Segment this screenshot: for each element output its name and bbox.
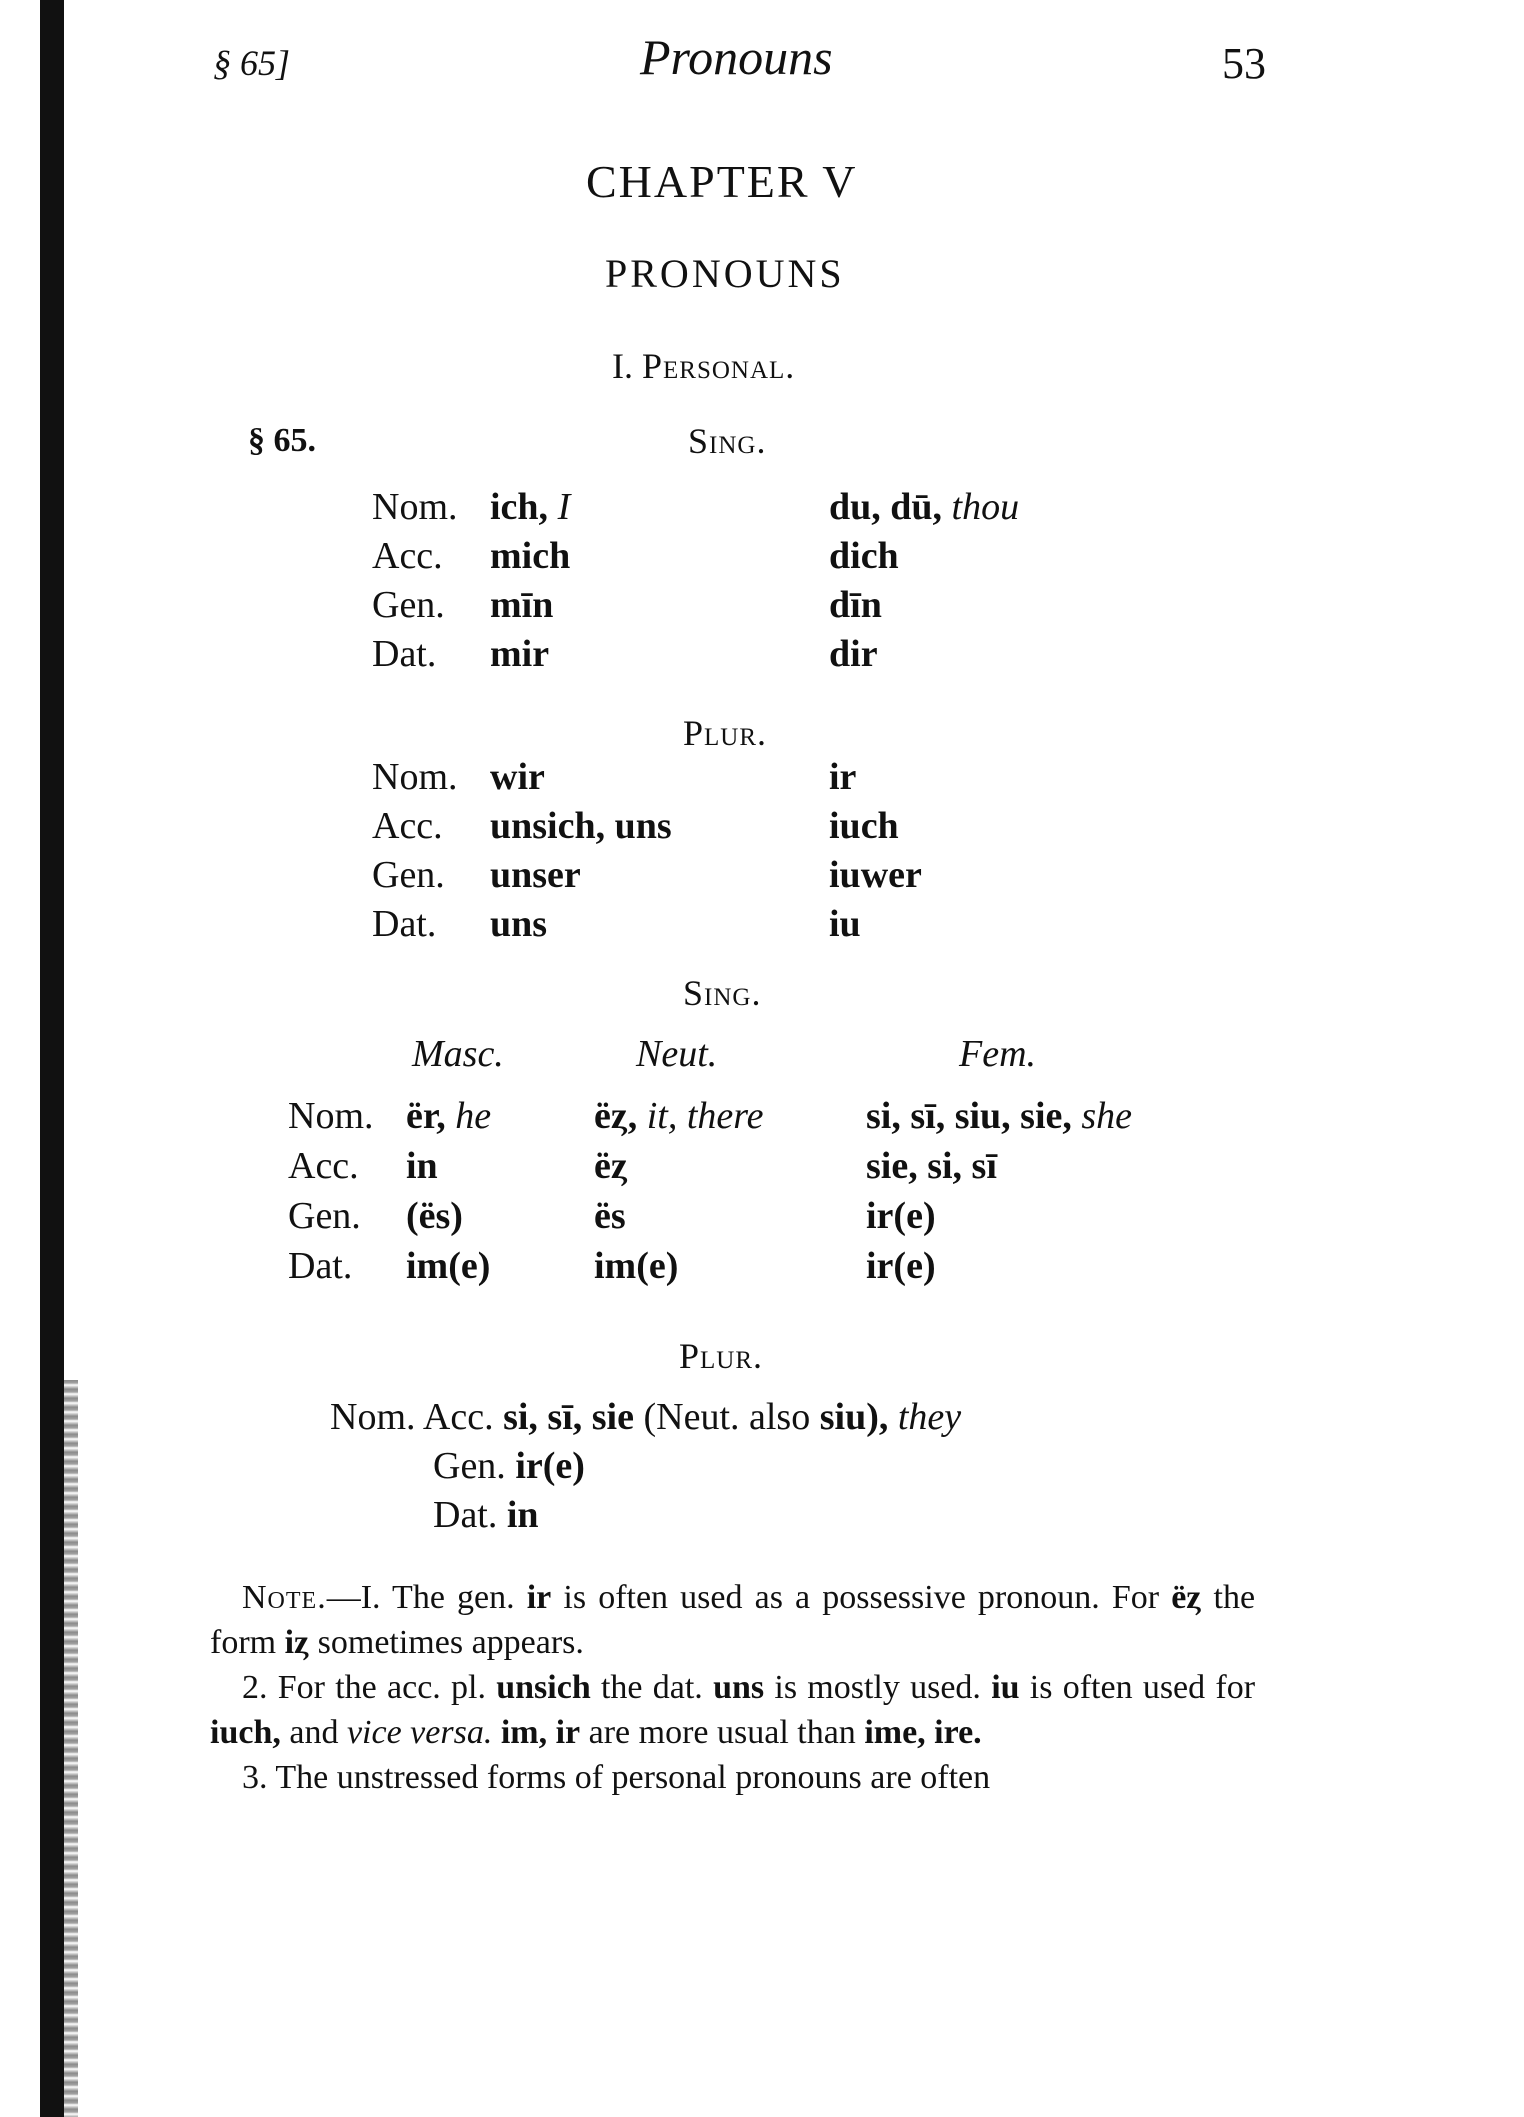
table1-plur-case: Gen.: [372, 854, 445, 896]
table1-sing-case: Nom.: [372, 486, 458, 528]
table2-masc: im(e): [406, 1245, 491, 1287]
table1-sing-first: mīn: [490, 584, 554, 626]
table1-plur-second: iuwer: [829, 854, 922, 896]
table2-masc: (ës): [406, 1195, 463, 1237]
table2-neut: ëȥ: [594, 1145, 628, 1187]
table1-plur-second: iuch: [829, 805, 899, 847]
table1-plur-second: ir: [829, 756, 857, 798]
table2-masc: ër, he: [406, 1095, 492, 1137]
table2-fem: ir(e): [866, 1195, 936, 1237]
column-fem: Fem.: [959, 1033, 1037, 1075]
book-spine-shadow: [40, 0, 64, 2117]
table2-case: Nom.: [288, 1095, 374, 1137]
plural-gen-line: Gen. ir(e): [433, 1445, 585, 1487]
table1-sing-second: dīn: [829, 584, 882, 626]
plural-heading: Plur.: [679, 1336, 764, 1376]
note-1: Note.—I. The gen. ir is often used as a possessive pronoun. For ëȥ the form iȥ sometimes appears.: [210, 1579, 1256, 1661]
subsection-text: Personal.: [642, 346, 796, 386]
table2-masc: in: [406, 1145, 438, 1187]
table1-sing-second: du, dū, thou: [829, 486, 1020, 528]
column-neut: Neut.: [636, 1033, 718, 1075]
table2-case: Acc.: [288, 1145, 359, 1187]
singular-heading: Sing.: [688, 421, 767, 461]
table1-sing-case: Acc.: [372, 535, 443, 577]
subsection-number: I.: [612, 346, 633, 386]
table1-sing-first: mich: [490, 535, 571, 577]
table1-plur-first: wir: [490, 756, 545, 798]
table2-neut: im(e): [594, 1245, 679, 1287]
subsection-heading: [612, 345, 795, 387]
table1-plur-case: Acc.: [372, 805, 443, 847]
table1-plur-case: Dat.: [372, 903, 437, 945]
table1-plur-second: iu: [829, 903, 861, 945]
table1-plur-first: uns: [490, 903, 548, 945]
note-2: 2. For the acc. pl. unsich the dat. uns is mostly used. iu is often used for iuch, and vice versa. im, ir are more usual than ime, ire.: [210, 1669, 1256, 1751]
table1-plur-first: unsich, uns: [490, 805, 672, 847]
chapter-label: CHAPTER V: [586, 156, 858, 207]
table1-plur-case: Nom.: [372, 756, 458, 798]
table2-fem: sie, si, sī: [866, 1145, 997, 1187]
table1-sing-case: Gen.: [372, 584, 445, 626]
table2-fem: ir(e): [866, 1245, 936, 1287]
table2-neut: ës: [594, 1195, 626, 1237]
table1-sing-second: dir: [829, 633, 878, 675]
table1-sing-first: mir: [490, 633, 550, 675]
note-3: 3. The unstressed forms of personal pronouns are often: [242, 1759, 991, 1796]
column-masc: Masc.: [412, 1033, 504, 1075]
header-section-ref: § 65]: [213, 43, 291, 83]
header-title: Pronouns: [640, 29, 833, 85]
plural-dat-line: Dat. in: [433, 1494, 539, 1536]
singular-heading: Sing.: [683, 973, 762, 1013]
table1-sing-second: dich: [829, 535, 899, 577]
table2-case: Dat.: [288, 1245, 353, 1287]
table1-sing-case: Dat.: [372, 633, 437, 675]
chapter-title: PRONOUNS: [605, 251, 845, 296]
table2-neut: ëȥ, it, there: [594, 1095, 764, 1137]
book-spine-edge: [64, 1380, 78, 2117]
page-number: 53: [1222, 39, 1266, 88]
table2-fem: si, sī, siu, sie, she: [866, 1095, 1133, 1137]
plural-heading: Plur.: [683, 713, 768, 753]
notes-block: [210, 1575, 1255, 1800]
table1-sing-first: ich, I: [490, 486, 571, 528]
section-label: § 65.: [248, 422, 316, 459]
plural-nom-acc-line: Nom. Acc. si, sī, sie (Neut. also siu), they: [330, 1396, 962, 1438]
table2-case: Gen.: [288, 1195, 361, 1237]
table1-plur-first: unser: [490, 854, 581, 896]
